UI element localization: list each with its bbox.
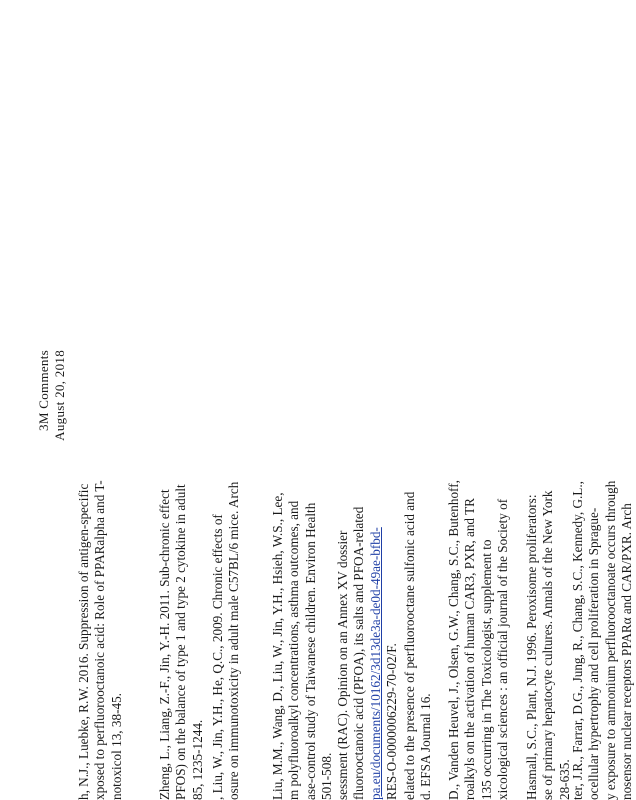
reference-entry (524, 491, 573, 800)
reference-entry (335, 507, 401, 800)
reference-entry (76, 480, 125, 800)
reference-line: elated to the presence of perfluorooctane sulfonic acid and (402, 491, 417, 800)
reference-line: fluorooctanoic acid (PFOA), its salts and PFOA-related (351, 506, 367, 800)
rotated-content (36, 320, 635, 800)
reference-line: ocellular hypertrophy and cell proliferation in Sprague- (586, 507, 602, 800)
reference-line: d. EFSA Journal 16. (418, 693, 434, 800)
reference-line: sessment (RAC). Opinion on an Annex XV dossier (335, 530, 350, 800)
reference-line: ase-control study of Taiwanese children. Environ Health (302, 502, 318, 800)
reference-line: Zheng, L., Liang, Z.-F., Jin, Y.-H. 2011. Sub-chronic effect (157, 489, 172, 800)
reference-line: PFOS) on the balance of type 1 and type 2 cytokine in adult (173, 484, 189, 800)
reference-link[interactable]: pa.eu/documents/10162/3d13de3a-de0d-49ae-bfbd- (367, 527, 383, 800)
reference-line: notoxicol 13, 38-45. (108, 693, 124, 800)
reference-line: m polyfluoroalkyl concentrations, asthma outcomes, and (286, 500, 302, 800)
reference-line: h, N.J., Luebke, R.W. 2016. Suppression of antigen-specific (76, 483, 91, 800)
reference-line: roalkyls on the activation of human CAR3, PXR, and TR (462, 498, 478, 800)
reference-entry (210, 482, 243, 800)
header-date: August 20, 2018 (52, 350, 67, 441)
page-header (36, 350, 68, 441)
reference-line: 501-508. (319, 752, 335, 800)
reference-line: Liu, M.M., Wang, D., Liu, W., Jin, Y.H., Hsieh, W.S., Lee, (270, 492, 285, 800)
reference-line: xposed to perfluorooctanoic acid: Role of PPARalpha and T- (92, 480, 108, 800)
reference-line: RES-O-0000006229-70-02/F. (384, 643, 400, 800)
reference-entry (446, 480, 512, 800)
reference-line: ter, J.R., Farrar, D.G., Jung, R., Chang, S.C., Kennedy, G.L., (570, 481, 585, 800)
reference-line: nosensor nuclear receptors PPARα and CAR/PXR. Arch (619, 503, 635, 800)
reference-line: y exposure to ammonium perfluorooctanoate occurs through (602, 480, 618, 800)
reference-line: se of primary hepatocyte cultures. Annals of the New York (540, 490, 556, 800)
reference-line: 28-635. (556, 759, 572, 800)
reference-entry (402, 492, 435, 800)
reference-line: 135 occurring in The Toxicologist, supplement to (478, 539, 494, 800)
header-company: 3M Comments (36, 350, 51, 431)
reference-entry (270, 492, 336, 800)
reference-entry (570, 481, 636, 800)
reference-line: xicological sciences : an official journal of the Society of (495, 498, 511, 800)
reference-line: osure on immunotoxicity in adult male C57BL/6 mice. Arch (226, 481, 242, 800)
reference-line: D., Vanden Heuvel, J., Olsen, G.W., Chang, S.C., Butenhoff, (446, 480, 461, 800)
reference-line: , Liu, W., Jin, Y.H., He, Q.C., 2009. Chronic effects of (210, 514, 225, 800)
reference-entry (157, 484, 206, 800)
reference-line: Hasmall, S.C., Plant, N.J. 1996. Peroxisome proliferators: (524, 494, 539, 800)
reference-line: 85, 1235-1244. (189, 719, 205, 800)
